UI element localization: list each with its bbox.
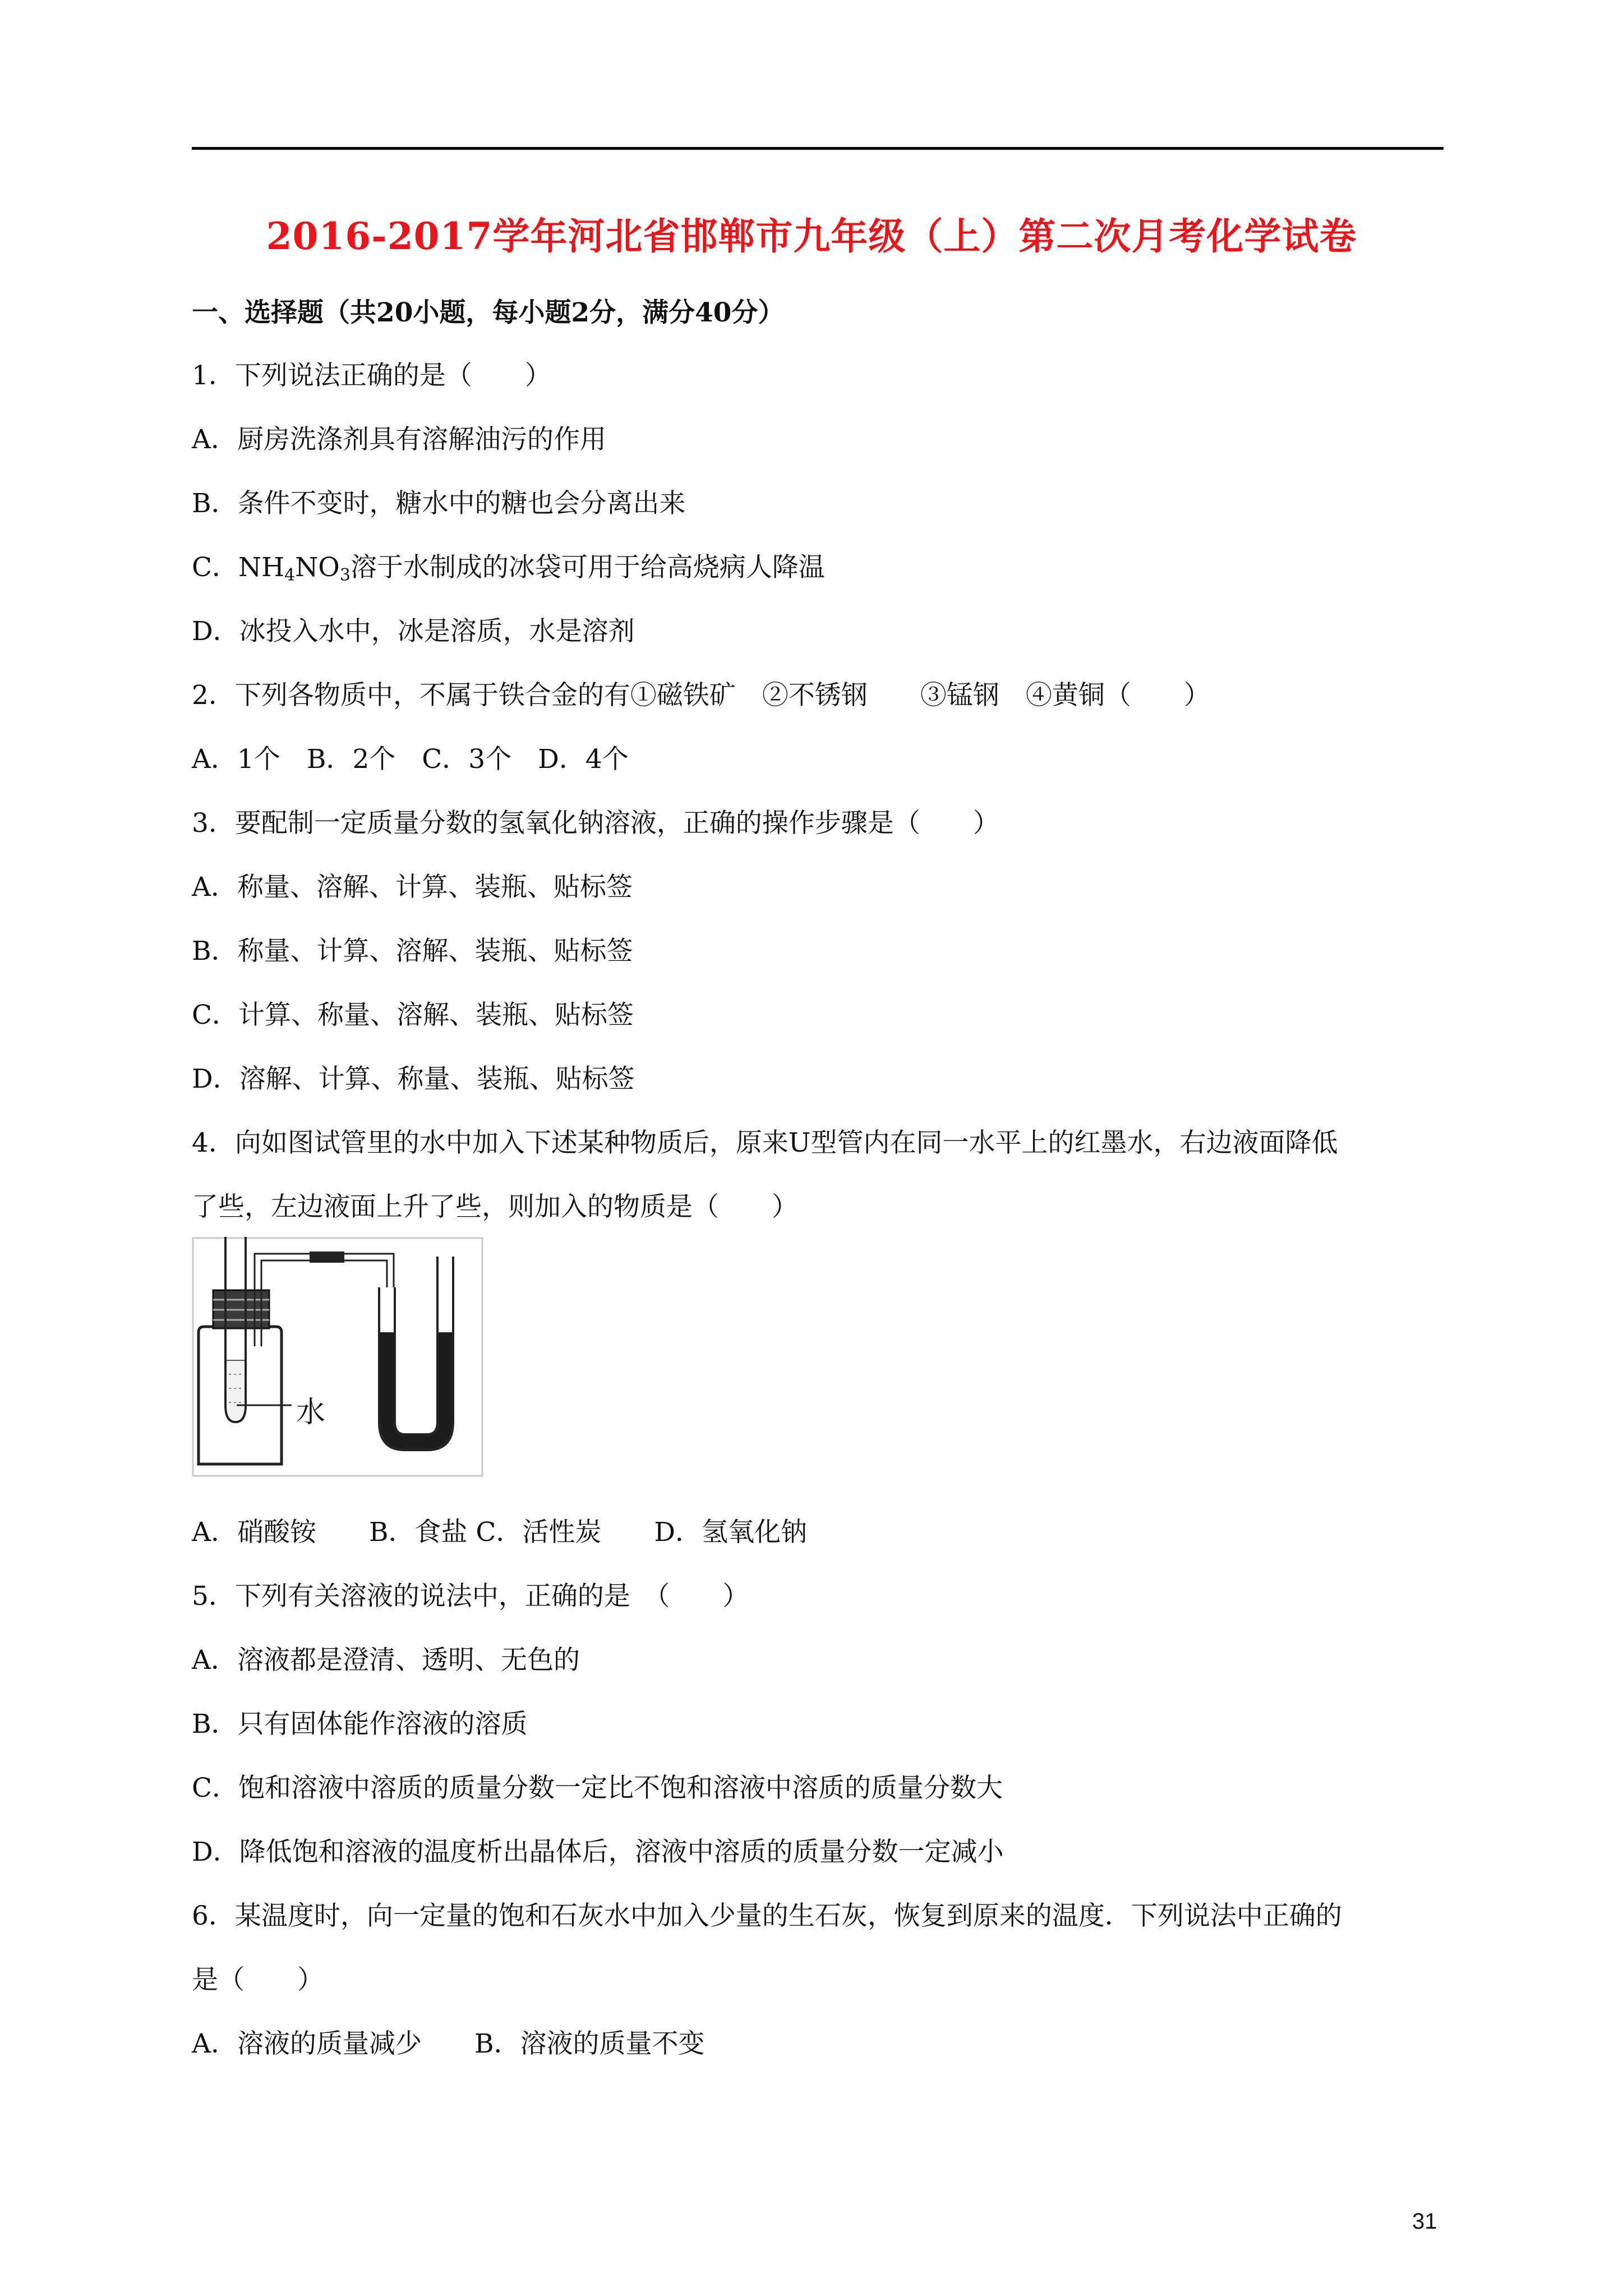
question-5-option-c: C．饱和溶液中溶质的质量分数一定比不饱和溶液中溶质的质量分数大	[192, 1773, 1003, 1803]
question-3-stem: 3．要配制一定质量分数的氢氧化钠溶液，正确的操作步骤是（ ）	[192, 808, 999, 839]
question-5-option-d: D．降低饱和溶液的温度析出晶体后，溶液中溶质的质量分数一定减小	[192, 1837, 1004, 1867]
question-4-stem-line-2: 了些，左边液面上升了些，则加入的物质是（ ）	[192, 1191, 798, 1222]
question-4-options: A．硝酸铵 B．食盐 C．活性炭 D．氢氧化钠	[192, 1517, 808, 1548]
question-1-option-d: D．冰投入水中，冰是溶质，水是溶剂	[192, 616, 635, 647]
question-5-option-a: A．溶液都是澄清、透明、无色的	[192, 1645, 580, 1676]
option-c-text-2: NO	[295, 552, 340, 583]
question-3-option-d: D．溶解、计算、称量、装瓶、贴标签	[192, 1064, 635, 1094]
question-3-option-c: C．计算、称量、溶解、装瓶、贴标签	[192, 1000, 634, 1030]
question-4-stem-line-1: 4．向如图试管里的水中加入下述某种物质后，原来U型管内在同一水平上的红墨水，右边液面降低	[192, 1128, 1338, 1158]
question-2-stem: 2．下列各物质中，不属于铁合金的有①磁铁矿 ②不锈钢 ③锰钢 ④黄铜（ ）	[192, 680, 1210, 711]
option-c-text-1: C．NH	[192, 552, 285, 583]
question-3-option-a: A．称量、溶解、计算、装瓶、贴标签	[192, 872, 633, 903]
question-1-option-c	[192, 551, 825, 585]
question-1-stem: 1．下列说法正确的是（ ）	[192, 360, 551, 391]
question-6-options: A．溶液的质量减少 B．溶液的质量不变	[192, 2028, 705, 2059]
question-5-option-b: B．只有固体能作溶液的溶质	[192, 1709, 528, 1740]
option-c-text-3: 溶于水制成的冰袋可用于给高烧病人降温	[350, 552, 825, 583]
question-1-option-b: B．条件不变时，糖水中的糖也会分离出来	[192, 488, 686, 519]
page-number: 31	[1412, 2209, 1437, 2234]
water-label: 水	[296, 1396, 326, 1429]
question-5-stem: 5．下列有关溶液的说法中，正确的是 （ ）	[192, 1581, 749, 1612]
question-6-stem-line-2: 是（ ）	[192, 1964, 324, 1995]
header-rule	[192, 147, 1444, 150]
question-2-options: A．1个 B．2个 C．3个 D．4个	[192, 744, 629, 775]
u-tube-apparatus-figure	[192, 1237, 483, 1478]
question-3-option-b: B．称量、计算、溶解、装瓶、贴标签	[192, 936, 633, 967]
subscript-4: 4	[284, 565, 296, 585]
section-heading: 一、选择题（共20小题，每小题2分，满分40分）	[192, 297, 785, 328]
question-6-stem-line-1: 6．某温度时，向一定量的饱和石灰水中加入少量的生石灰，恢复到原来的温度．下列说法中正确的	[192, 1901, 1342, 1931]
page-title: 2016-2017学年河北省邯郸市九年级（上）第二次月考化学试卷	[266, 214, 1357, 258]
question-1-option-a: A．厨房洗涤剂具有溶解油污的作用	[192, 424, 606, 455]
subscript-3: 3	[339, 565, 351, 585]
